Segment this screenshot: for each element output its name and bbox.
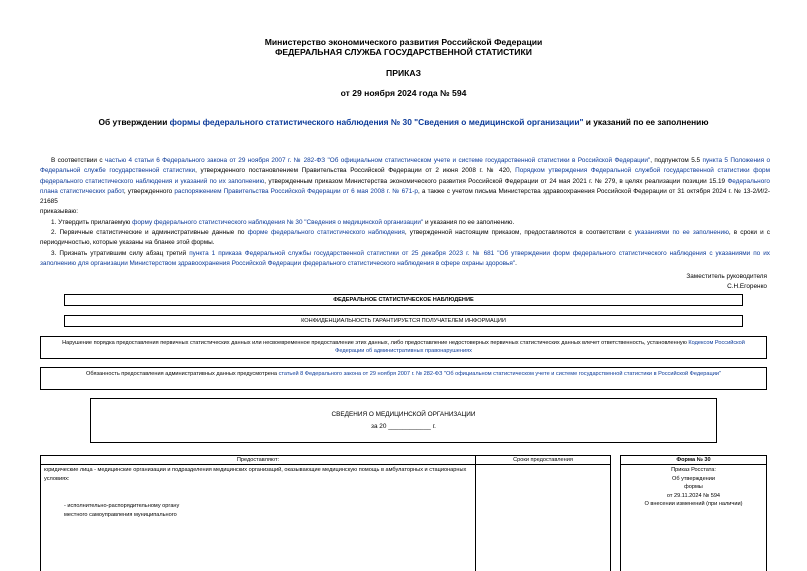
confidentiality-box [64,315,743,327]
violation-text [47,339,760,355]
link-federal-plan[interactable]: Федерального плана статистических работ [40,177,770,195]
deadlines-cell [475,464,611,571]
approval-line-1: Приказ Росстата: [671,467,716,473]
signature-position: Заместитель руководителя [686,273,767,280]
item-text: 2. Первичные статистические и административные данные по [51,229,248,237]
header-deadlines-text: Сроки предоставления [513,457,573,463]
submitters-entry-2: - исполнительно-распорядительному органу [64,503,180,510]
item-text: и указания по ее заполнению. [423,218,515,226]
report-period-blank[interactable]: ____________ [388,423,431,430]
item-text: 3. Признать утратившим силу абзац третий [51,249,190,257]
federal-observation-label: ФЕДЕРАЛЬНОЕ СТАТИСТИЧЕСКОЕ НАБЛЮДЕНИЕ [333,297,474,303]
report-title-box [90,398,717,443]
federal-observation-box [64,294,743,306]
form-number-text: Форма № 30 [676,457,711,463]
obligation-text [47,370,760,378]
link-article-8[interactable]: статьей 8 Федерального закона от 29 ноября 2007 г. № 282-ФЗ "Об официальном статистическом учете и системе государственной статистики в Российской Федерации" [278,371,721,377]
submitters-cell [40,464,476,571]
doc-date-number: от 29 ноября 2024 года № 594 [340,88,467,98]
obligation-text-body: Обязанность предоставления административных данных предусмотрена [86,371,279,377]
signature-name: С.Н.Егоренко [727,283,767,290]
item-1 [40,218,770,228]
link-administrative-code[interactable]: Кодексом Российской Федерации об административных правонарушениях [335,340,745,354]
link-government-order[interactable]: распоряжением Правительства Российской Федерации от 6 мая 2008 г. № 671-р [174,187,418,195]
item-3 [40,249,770,270]
doc-type: ПРИКАЗ [386,68,421,78]
preamble-text: , подпунктом 5.5 [650,157,703,164]
item-text: 1. Утвердить прилагаемую [51,218,133,226]
item-2 [40,228,770,249]
preamble-text: , а также с учетом письма Министерства здравоохранения Российской Федерации от 31 октября 2024 г. № 13-2/И/2-21685 [40,187,770,206]
title-link[interactable]: формы федерального статистического наблюдения № 30 "Сведения о медицинской организации" [169,117,584,127]
item-text: , утвержденной настоящим приказом, предоставляются в соответствии с [404,229,635,237]
preamble-paragraph [40,156,770,207]
preamble-text: , утвержденного [123,187,175,195]
approval-line-2: Об утверждении [671,475,716,482]
item-text: , в сроки и с периодичностью, которые указаны на бланке этой формы. [40,229,770,247]
report-period [91,423,716,430]
service-name: ФЕДЕРАЛЬНАЯ СЛУЖБА ГОСУДАРСТВЕННОЙ СТАТИСТИКИ [275,47,532,57]
approval-line-5: О внесении изменений (при наличии) [644,501,743,508]
submitters-entry-1: юридические лица - медицинские организации и подразделения медицинских организаций, оказывающие медицинскую помощь в амбулаторных и стационарных условиях: [44,467,467,482]
preamble-text: В соответствии с [51,157,106,164]
order-word-text: приказываю: [40,208,78,216]
approval-line-3: формы [684,484,703,491]
link-procedure[interactable]: Порядком утверждения Федеральной службой государственной статистики форм федерального статистического наблюдения и указаний по их заполнению [40,167,770,185]
title-suffix: и указаний по ее заполнению [583,117,709,127]
link-regulation[interactable]: пункта 5 Положения о Федеральной службе государственной статистики [40,157,770,175]
approval-cell [620,464,767,571]
link-form-30[interactable]: форму федерального статистического наблюдения № 30 "Сведения о медицинской организации" [132,218,424,226]
obligation-box [40,367,767,390]
confidentiality-label: КОНФИДЕНЦИАЛЬНОСТЬ ГАРАНТИРУЕТСЯ ПОЛУЧАТЕЛЕМ ИНФОРМАЦИИ [301,318,506,324]
approval-line-4: от 29.11.2024 № 594 [666,492,721,499]
title-prefix: Об утверждении [98,117,170,127]
item-text: . [515,259,517,267]
order-word [40,207,770,217]
preamble-text: , утвержденным приказом Министерства экономического развития Российской Федерации от 24 мая 2021 г. № 279, в целях реализации позиции 15.19 [264,177,728,185]
violation-text-body: Нарушение порядка предоставления первичных статистических данных или несвоевременное предоставление этих данных, либо предоставление недостоверных первичных статистических данных влечет ответственность, установленную [62,340,689,346]
link-form[interactable]: форме федерального статистического наблюдения [247,229,405,237]
ministry-name: Министерство экономического развития Российской Федерации [264,37,543,47]
violation-box [40,336,767,359]
report-period-suffix: г. [432,423,436,430]
link-instructions[interactable]: указаниями по ее заполнению [634,229,729,237]
header-submitters-text: Предоставляют: [236,457,280,463]
preamble-text: , утвержденного постановлением Правительства Российской Федерации от 2 июня 2008 г. № 420, [195,167,516,175]
link-federal-law[interactable]: частью 4 статьи 6 Федерального закона от 29 ноября 2007 г. № 282-ФЗ "Об официальном статистическом учете и системе государственной статистики в Российской Федерации" [105,157,651,164]
report-period-prefix: за 20 [371,423,387,430]
submitters-table [40,455,767,571]
link-order-681[interactable]: пункта 1 приказа Федеральной службы государственной статистики от 25 декабря 2023 г. № 681 "Об утверждении форм федерального статистического наблюдения с указаниями по их заполнению для организации Министерством здравоохранения Российской Федерации федерального статистического наблюдения в сфере охраны здоровья" [40,249,771,267]
submitters-entry-3: местного самоуправления муниципального [64,511,177,518]
report-title: СВЕДЕНИЯ О МЕДИЦИНСКОЙ ОРГАНИЗАЦИИ [331,411,476,418]
order-body [40,156,770,269]
signature-block [686,272,767,292]
doc-title [0,117,807,127]
